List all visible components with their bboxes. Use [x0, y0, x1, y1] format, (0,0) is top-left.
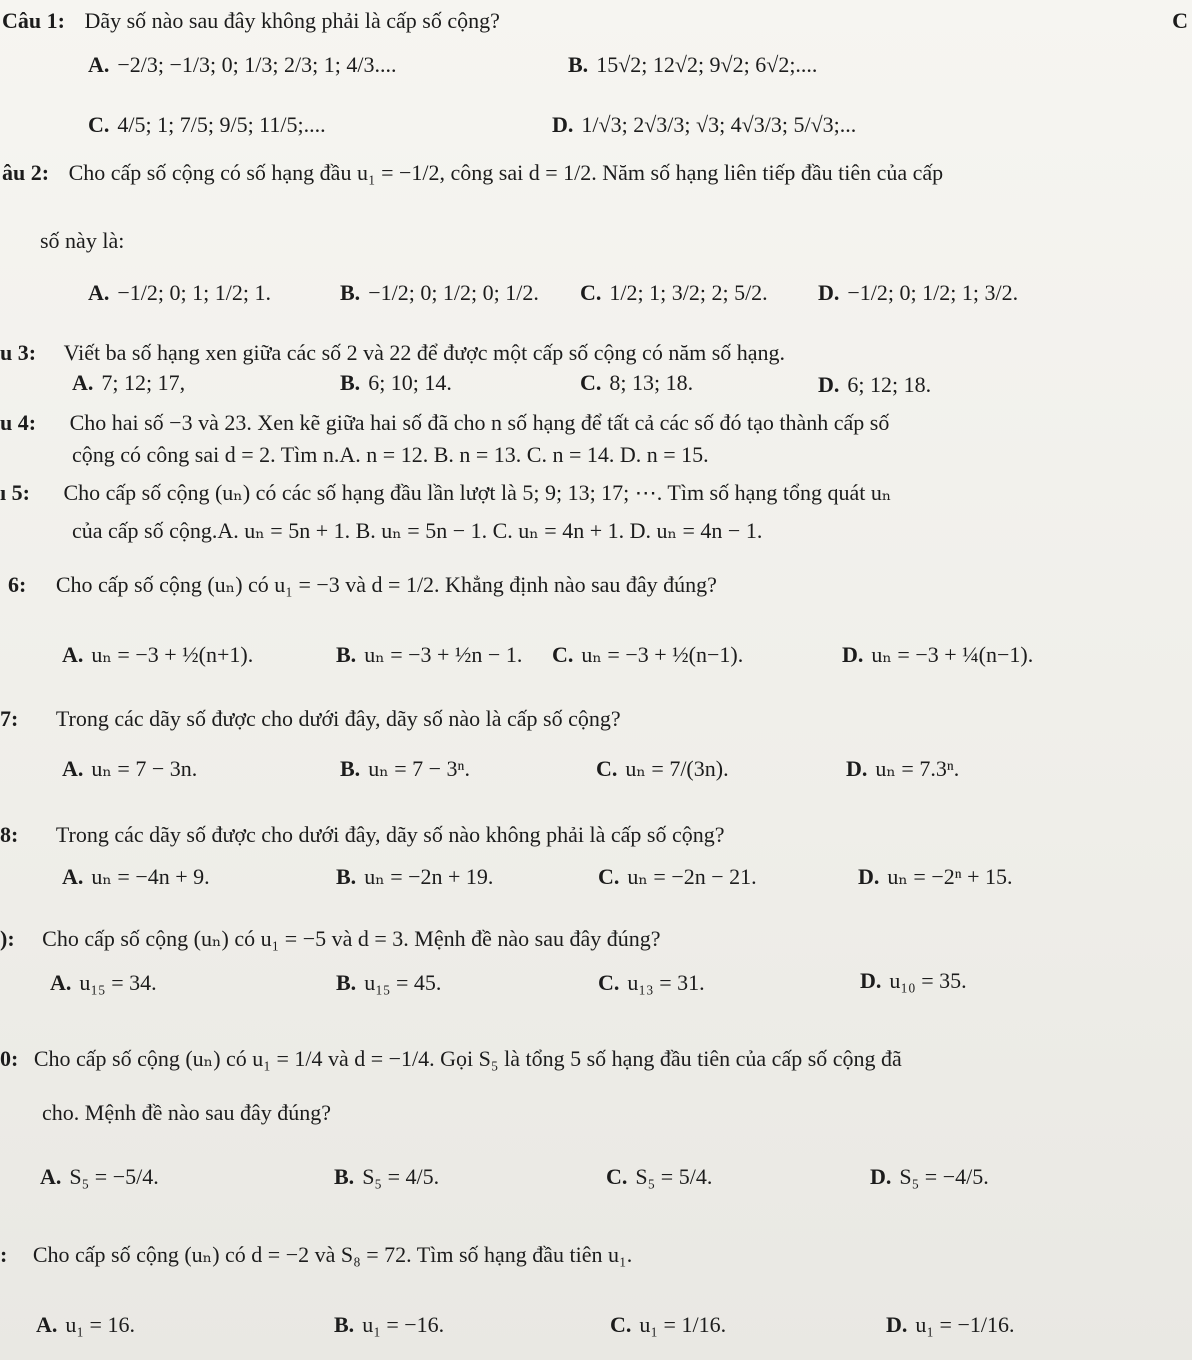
q9-option-a: A. u₁₅ = 34.	[50, 970, 157, 995]
q10-option-d: D. S₅ = −4/5.	[870, 1164, 989, 1189]
q2-option-b: B. −1/2; 0; 1/2; 0; 1/2.	[340, 280, 539, 305]
question-4-stem: u 4: Cho hai số −3 và 23. Xen kẽ giữa hai số đã cho n số hạng để tất cả các số đó tạo thành cấp số	[0, 410, 890, 435]
q8-option-a: A. uₙ = −4n + 9.	[62, 864, 210, 889]
question-10-stem-cont: cho. Mệnh đề nào sau đây đúng?	[42, 1100, 331, 1125]
q1-option-a: A. −2/3; −1/3; 0; 1/3; 2/3; 1; 4/3....	[88, 52, 397, 77]
q11-option-d: D. u₁ = −1/16.	[886, 1312, 1015, 1337]
q3-option-b: B. 6; 10; 14.	[340, 370, 452, 395]
q10-option-a: A. S₅ = −5/4.	[40, 1164, 159, 1189]
question-1-stem	[2, 6, 1182, 36]
question-1-text: Dãy số nào sau đây không phải là cấp số cộng?	[84, 8, 500, 33]
q10-option-b: B. S₅ = 4/5.	[334, 1164, 440, 1189]
q3-option-d: D. 6; 12; 18.	[818, 372, 932, 397]
q8-option-c: C. uₙ = −2n − 21.	[598, 864, 757, 889]
q11-option-b: B. u₁ = −16.	[334, 1312, 445, 1337]
q9-option-d: D. u₁₀ = 35.	[860, 968, 967, 993]
q2-option-c: C. 1/2; 1; 3/2; 2; 5/2.	[580, 280, 768, 305]
question-3-stem: u 3: Viết ba số hạng xen giữa các số 2 và 22 để được một cấp số cộng có năm số hạng.	[0, 340, 786, 365]
question-10-stem: 0: Cho cấp số cộng (uₙ) có u₁ = 1/4 và d = −1/4. Gọi S₅ là tổng 5 số hạng đầu tiên của cấp số cộng đã	[0, 1046, 902, 1071]
q11-option-a: A. u₁ = 16.	[36, 1312, 135, 1337]
q10-option-c: C. S₅ = 5/4.	[606, 1164, 713, 1189]
q6-option-d: D. uₙ = −3 + ¼(n−1).	[842, 642, 1034, 667]
question-2-stem-cont: số này là:	[40, 228, 125, 253]
corner-mark: C	[1172, 8, 1188, 33]
q7-option-d: D. uₙ = 7.3ⁿ.	[846, 756, 960, 781]
q1-option-c: C. 4/5; 1; 7/5; 9/5; 11/5;....	[88, 112, 326, 137]
question-9-stem: ): Cho cấp số cộng (uₙ) có u₁ = −5 và d = 3. Mệnh đề nào sau đây đúng?	[0, 926, 661, 951]
question-4-stem-cont: cộng có công sai d = 2. Tìm n.A. n = 12. B. n = 13. C. n = 14. D. n = 15.	[72, 442, 709, 467]
q2-option-a: A. −1/2; 0; 1; 1/2; 1.	[88, 280, 271, 305]
question-2-stem: âu 2: Cho cấp số cộng có số hạng đầu u₁ = −1/2, công sai d = 1/2. Năm số hạng liên tiếp đầu tiên của cấp	[2, 160, 944, 185]
question-11-stem: : Cho cấp số cộng (uₙ) có d = −2 và S₈ = 72. Tìm số hạng đầu tiên u₁.	[0, 1242, 633, 1267]
q1-option-b: B. 15√2; 12√2; 9√2; 6√2;....	[568, 52, 818, 77]
q6-option-a: A. uₙ = −3 + ½(n+1).	[62, 642, 254, 667]
q7-option-b: B. uₙ = 7 − 3ⁿ.	[340, 756, 470, 781]
question-1-label: Câu 1:	[2, 8, 65, 33]
question-6-stem: 6: Cho cấp số cộng (uₙ) có u₁ = −3 và d = 1/2. Khẳng định nào sau đây đúng?	[8, 572, 717, 597]
q6-option-b: B. uₙ = −3 + ½n − 1.	[336, 642, 523, 667]
q9-option-b: B. u₁₅ = 45.	[336, 970, 442, 995]
question-5-stem: ı 5: Cho cấp số cộng (uₙ) có các số hạng đầu lần lượt là 5; 9; 13; 17; ⋯. Tìm số hạng tổng quát uₙ	[0, 480, 892, 505]
question-8-stem: 8: Trong các dãy số được cho dưới đây, dãy số nào không phải là cấp số cộng?	[0, 822, 725, 847]
q6-option-c: C. uₙ = −3 + ½(n−1).	[552, 642, 744, 667]
q7-option-a: A. uₙ = 7 − 3n.	[62, 756, 198, 781]
q8-option-b: B. uₙ = −2n + 19.	[336, 864, 494, 889]
q3-option-a: A. 7; 12; 17,	[72, 370, 186, 395]
q9-option-c: C. u₁₃ = 31.	[598, 970, 705, 995]
question-7-stem: 7: Trong các dãy số được cho dưới đây, dãy số nào là cấp số cộng?	[0, 706, 621, 731]
q11-option-c: C. u₁ = 1/16.	[610, 1312, 727, 1337]
q7-option-c: C. uₙ = 7/(3n).	[596, 756, 729, 781]
q3-option-c: C. 8; 13; 18.	[580, 370, 694, 395]
question-5-stem-cont: của cấp số cộng.A. uₙ = 5n + 1. B. uₙ = 5n − 1. C. uₙ = 4n + 1. D. uₙ = 4n − 1.	[72, 518, 763, 543]
q1-option-d: D. 1/√3; 2√3/3; √3; 4√3/3; 5/√3;...	[552, 112, 857, 137]
q2-option-d: D. −1/2; 0; 1/2; 1; 3/2.	[818, 280, 1019, 305]
q8-option-d: D. uₙ = −2ⁿ + 15.	[858, 864, 1013, 889]
